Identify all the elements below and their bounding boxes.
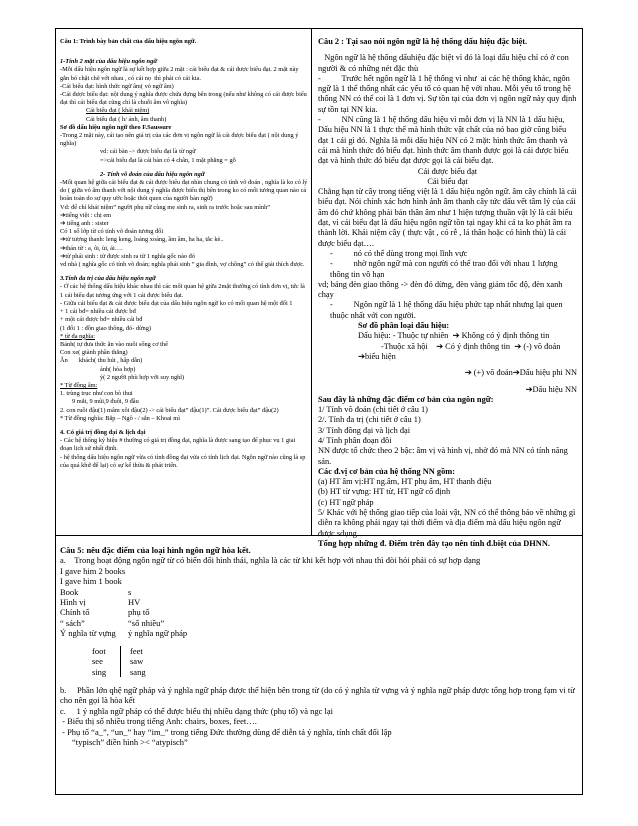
text-line: 3/ Tính đồng đại và lịch đại [318,425,411,435]
text-line: 4/ Tính phân đoạn đôi [318,435,392,445]
text-line: -Trong 2 mặt này, cái tạo nên giá trị của các đơn vị ngôn ngữ là cái được biểu đạt ( nội dung ý nghĩa) [60,132,301,148]
text-line: Chẳng hạn từ cây trong tiếng việt là 1 dấu hiệu ngôn ngữ. âm cây chính là cái biểu đạt. Nói chính xác hơn hình ảnh âm thanh cây tức dấu vết tâm lý của cái âm đó chứ không phải bản thân âm như 1 hiện tượng thuần vật lý là cái biểu đạt, vì cái biểu đạt là dấu hiệu ngôn ngữ tồn tại ngay khi cá ta ko phát âm ra thành lời. Khái niệm cây ( thực vật , có rễ , lá thân hoặc có hình thù) là cái được biểu đạt…. [318,187,579,248]
table-cell: Ý nghĩa từ vựng [60,627,116,638]
divider [120,667,130,677]
indent [60,656,92,666]
text-line: -Cái được biểu đạt: nội dung ý nghĩa được chứa đựng bên trong (nếu như không có cái được biểu đạt thì cái biểu đạt cũng chỉ là chuỗi âm vô nghĩa) [60,91,309,107]
text-line: ➔tiếng việt : chị em [60,211,112,219]
question-5-cell [55,535,583,795]
spacer [120,597,128,607]
text-line: -Thuộc xã hội ➔ Có ý định thông tin ➔ (-) võ đoán ➔biểu hiện [358,341,563,361]
text-line: Bánh( tự đưa thức ăn vào nuôi sống cơ thể [60,340,168,348]
text-line: 5/ Khác với hệ thống giao tiếp của loài vật, NN có thể thông báo về những gì diễn ra không phải ngay tại thời điểm và địa điểm mà dấu hiệu ngôn ngữ được sdụng. [318,508,578,538]
text-line: -Cái biểu đạt: hình thức ngữ âm( vỏ ngữ âm) [60,82,174,90]
text-line: 9 mắt, 9 mũi,9 đuôi, 9 đầu [72,398,139,406]
text-line: -Mối quan hệ giữa cái biểu đạt & cái được biểu đạt nhìn chung có tính võ đoán , nghĩa là ko có lý do ( giữa vỏ âm thanh với nội dung ý nghĩa được biểu thị bên trong ko có mối tương quan nào cả hoàn toàn do sự quy ước hoặc thói quen của người bản ngữ) [60,179,309,203]
table-cell: sang [130,666,146,677]
text-line: Cái biểu đạt [427,176,468,186]
spacer [120,607,128,617]
table-cell: “ sách” [60,617,85,628]
text-line: ➔thán từ : a, ôi, ùi, ái…. [60,244,123,252]
text-line: - Ở các hệ thống dấu hiệu khác nhau thì các mối quan hệ giữa 2mặt thường có tính đơn vị, tức là 1 cái biểu đạt tương ứng với 1 cái được biểu đạt. [60,283,307,299]
spacer [120,618,128,628]
text-line: ý( 2 người phù hợp với suy nghĩ) [100,373,185,381]
text-line: (c) HT ngữ pháp [318,497,374,507]
text-line: Cái biểu đạt ( h/ ảnh, âm thanh) [86,115,167,123]
text-line: Câu 2 : Tại sao nói ngôn ngữ là hệ thống dấu hiệu đặc biệt. [318,37,528,46]
text-line: NN được tổ chức theo 2 bậc: âm vị và hình vị, nhờ đó mà NN có tính năng sản. [318,446,570,466]
text-line: Cái biểu đạt ( khái niệm) [86,107,150,115]
text-line: * Từ đồng nghĩa: Bắp – Ngô - / sắn – Khoai mì [60,414,180,422]
text-line: 2/. Tính đa trị (chi tiết ở câu 1) [318,415,421,425]
table-cell: phụ tố [128,607,150,618]
text-line: ➔Dấu hiệu NN [525,384,577,394]
text-line: Vd: để chỉ khái niệm” người phụ nữ cùng mẹ sinh ra, sinh ra trước hoặc sau mình” [60,203,271,211]
text-line: Có 1 số lớp từ có tính võ đoán tương đối [60,228,164,236]
text-line: ➔ tiếng anh : sister [60,220,109,228]
table-cell: Chính tố [60,607,90,618]
example-line: I gave him 2 books [60,565,126,576]
text-line: ảnh( hòa hợp) [100,365,136,373]
example-prefix: - Phụ tố “a_”, “un_” hay “im_” trong tiếng Đức thường dùng để diễn tả ý nghĩa, tính chất đối lập [60,726,392,737]
text-line: 3.Tính đa trị của dấu hiệu ngôn ngữ [60,275,156,283]
text-line: 2- Tính võ đoán của dấu hiệu ngôn ngữ [100,170,205,178]
table-cell: Book [60,586,79,597]
spacer [120,587,128,597]
example-line: I gave him 1 book [60,576,122,587]
table-cell: sing [92,666,107,677]
text-line: - nó có thể dùng trong mọi lĩnh vực [330,248,468,258]
text-line: vd: cái bàn -> được biểu đạt là từ ngữ [100,148,196,156]
example-german: “typisch” điền hình >< “atypisch” [72,737,188,748]
question-5-title: Câu 5: nêu đặc điểm của loại hình ngôn ngữ hòa kết. [60,545,251,555]
example-plural: - Biểu thị số nhiều trong tiếng Anh: chairs, boxes, feet…. [60,716,257,727]
text-line: 1. trùng trục như con bò thui [60,390,133,398]
text-line: -Mỗi dấu hiệu ngôn ngữ là sự kết hợp giữa 2 mặt : cái biểu đạt & cái được biểu đạt. 2 mặt này gắn bó chặt chẽ với nhau , có cái nọ thì phải có cái kia. [60,66,301,82]
text-line: vd nhà ( nghĩa gốc có tính võ đoán; nghĩa phái sinh ” gia đình, vợ chồng” có thể giải thích được. [60,261,305,269]
text-line: - hệ thống dấu hiệu ngôn ngữ vừa có tính đồng đại vừa có tính lịch đại. Ngôn ngữ nào cũng là sp của quá khứ để lại) có sự kế thừa & phát triển. [60,453,308,469]
table-cell: Hình vị [60,596,86,607]
text-line: - nhờ ngôn ngữ mà con người có thể trao đổi với nhau 1 lượng thông tin vô hạn [330,259,560,279]
text-line: - Giữa cái biểu đạt & cái được biểu đạt của dấu hiệu ngôn ngữ ko có mối quan hệ một đối 1 [60,299,293,307]
paragraph-c: c. 1 ý nghĩa ngữ pháp có thể được biểu thị nhiều dạng thức (phụ tố) và ngc lại [60,705,334,716]
text-line: Sau đây là những đặc điểm cơ bản của ngôn ngữ: [318,394,494,404]
text-line: (1 đối 1 : đồn giao thông, đỏ- dừng) [60,324,152,332]
question-2-cell [311,28,583,548]
table-cell: saw [130,656,144,667]
text-line: vd; bảng đèn giao thông -> đèn đỏ dừng, đèn vàng giảm tốc độ, đèn xanh chạy [318,279,565,300]
text-line: - NN cũng là 1 hệ thống dấu hiệu vì mỗi đơn vị là NN là 1 dấu hiệu, Dấu hiệu NN là 1 thực thể mà hình thức vật chất của nó bao giờ cũng biểu đạt 1 cái gì đó. Nghĩa là mỗi dấu hiệu NN có 2 mặt: hình thức âm thanh và cái mà hình thức đó biểu đạt. hình thức âm thanh được gọi là cái được biểu đạt và hình thức đó biểu đạt được gọi là cái biểu đạt. [318,115,571,166]
morpheme-table [60,587,578,638]
table-cell: “số nhiều” [128,617,165,628]
text-line: Sơ đồ dấu hiệu ngôn ngữ theo F.Saussure [60,123,172,131]
text-line: 1/ Tính võ đoán (chi tiết ở câu 1) [318,405,428,415]
text-line: ➔ (+) võ đoán➔Dấu hiệu phi NN [464,368,577,378]
text-line: * từ đa nghĩa: [60,332,95,340]
table-cell: HV [128,596,141,607]
text-line: Cái được biểu đạt [417,166,478,176]
text-line: 2. con ruồi đậu(1) mâm xôi đậu(2) -> cái biểu đạt” đậu(1)”. Cái được biểu đạt” đậu(2) [60,406,279,414]
divider [120,646,130,656]
text-line: Các đ.vị cơ bản của hệ thống NN gồm: [318,466,455,476]
table-cell: feet [130,646,143,657]
text-line: (b) HT từ vựng: HT từ, HT ngữ cố định [318,487,451,497]
question-1-cell [55,28,312,536]
text-line: Sơ đồ phân loại dấu hiệu: [358,321,450,331]
irregular-verbs-table [60,646,578,677]
text-line: - Ngôn ngữ là 1 hệ thống dấu hiệu phức tạp nhất nhưng lại quen thuộc nhất với con người. [330,300,565,320]
divider [120,656,130,666]
text-line: + 1 cái bđ= nhiều cái được bđ [60,308,136,316]
text-line: Con xe( giành phần thắng) [60,349,128,357]
text-line: Tổng hợp những đ. Điểm trên đây tạo nên tính đ.biệt của DHNN. [318,538,550,548]
text-line: - Trước hết ngôn ngữ là 1 hệ thống vì như ai các hệ thống khác, ngôn ngữ là 1 thể thống nhất các yếu tố có quan hệ với nhau. Mỗi yếu tố trong hệ thống NN có thể coi là 1 đơn vị. Sự tồn tại của đơn vị ngôn ngữ này quy định sự tồn tại NN kia. [318,73,579,114]
text-line: + một cái được bđ= nhiều cái bđ [60,316,143,324]
text-line: =>cái biểu đạt là cái bàn có 4 chân, 1 mặt phẳng = gỗ [100,156,236,164]
table-cell: foot [92,646,106,657]
text-line: Dấu hiệu: - Thuộc tự nhiên ➔ Không có ý định thông tin [358,331,550,341]
text-line: Câu 1: Trình bày bản chất của dấu hiệu ngôn ngữ. [60,38,197,45]
indent [60,646,92,656]
text-line: 1-Tính 2 mặt của dấu hiệu ngôn ngữ [60,58,158,66]
table-cell: see [92,656,103,667]
text-line: (a) HT âm vị:HT ng.âm, HT phụ âm, HT thanh điệu [318,477,492,487]
text-line: 4. Có giá trị đồng đại & lịch đại [60,428,146,436]
text-line: ➔từ phái sinh : từ được sinh ra từ 1 nghĩa gốc nào đó [60,252,196,260]
text-line: Ngôn ngữ là hệ thống dấuhiệu đặc biệt vì đó là loại dấu hiệu chỉ có ở con người & có những nét đặc thù [318,53,571,73]
paragraph-a: a. Trong hoạt động ngôn ngữ từ có biến đổi hình thái, nghĩa là các từ khi kết hợp với nhau thì đòi hỏi phải có sự hợp dạng [60,555,481,566]
table-cell: s [128,586,132,597]
paragraph-b: b. Phần lớn qhệ ngữ pháp và ý nghĩa ngữ pháp được thể hiện bên trong từ (do có ý nghĩa từ vựng và ý nghĩa ngữ pháp được tổng hợp trong fạm vi từ cho nên gọi là hòa kết [60,685,577,706]
table-cell: ý nghĩa ngữ pháp [128,627,188,638]
spacer [120,628,128,638]
text-line: - Các hệ thống ký hiệu # thường có giá trị đồng đại, nghĩa là được sang tạo để phục vụ 1 giai đoạn lịch sử nhất định. [60,437,297,453]
indent [60,667,92,677]
text-line: * Từ đồng âm: [60,381,98,389]
text-line: ➔từ tượng thanh: leng keng, loảng xoảng, ầm ầm, ha ha, tắc kè.. [60,236,224,244]
text-line: Ăn khách( thu hút , hấp dẫn) [60,357,143,365]
